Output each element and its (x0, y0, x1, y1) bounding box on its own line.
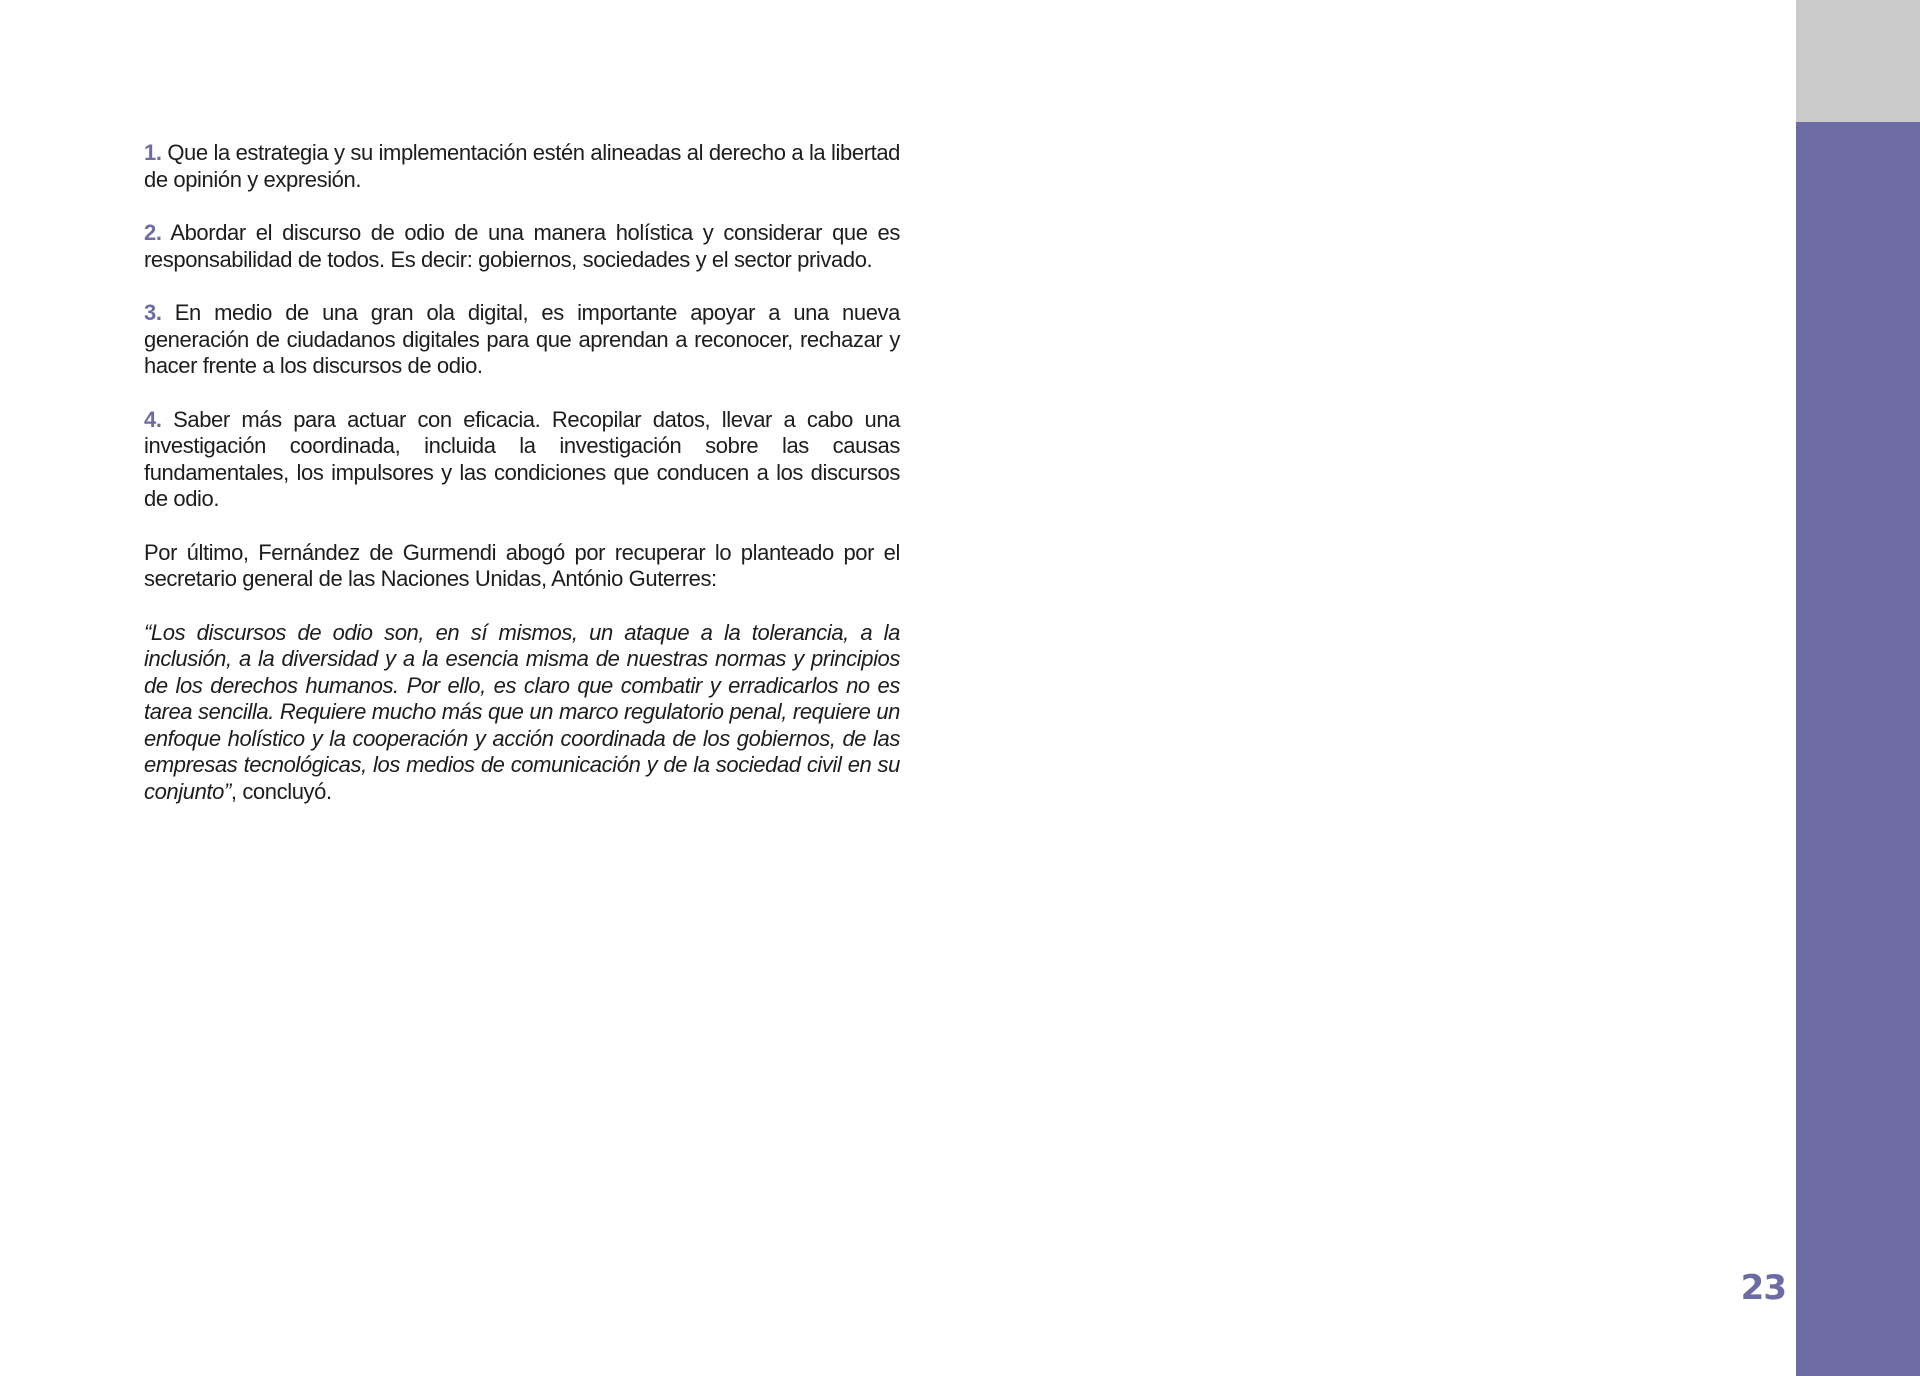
list-item-number: 1. (144, 140, 162, 165)
closing-paragraph: Por último, Fernández de Gurmendi abogó por recuperar lo planteado por el secretario general de las Naciones Unidas, António Guterres: (144, 539, 900, 591)
quote-paragraph (144, 620, 900, 806)
quote-attribution: , concluyó. (230, 778, 332, 804)
list-item (144, 407, 900, 513)
list-item (144, 220, 900, 273)
list-item-text: Que la estrategia y su implementación estén alineadas al derecho a la libertad de opinión y expresión. (144, 140, 900, 192)
side-band-top-block (1796, 0, 1920, 122)
list-item-text: Saber más para actuar con eficacia. Recopilar datos, llevar a cabo una investigación coordinada, incluida la investigación sobre las causas fundamentales, los impulsores y las condiciones que conducen a los discursos de odio. (144, 406, 900, 511)
list-item-text: En medio de una gran ola digital, es importante apoyar a una nueva generación de ciudadanos digitales para que aprendan a reconocer, rechazar y hacer frente a los discursos de odio. (144, 300, 900, 378)
list-item-text: Abordar el discurso de odio de una manera holística y considerar que es responsabilidad de todos. Es decir: gobiernos, sociedades y el sector privado. (144, 220, 900, 272)
guterres-quote: “Los discursos de odio son, en sí mismos, un ataque a la tolerancia, a la inclusión, a la diversidad y a la esencia misma de nuestras normas y principios de los derechos humanos. Por ello, es claro que combatir y erradicarlos no es tarea sencilla. Requiere mucho más que un marco regulatorio penal, requiere un enfoque holístico y la cooperación y acción coordinada de los gobiernos, de las empresas tecnológicas, los medios de comunicación y de la sociedad civil en su conjunto” (144, 619, 900, 804)
list-item-number: 3. (144, 300, 162, 325)
list-item-number: 2. (144, 220, 162, 245)
list-item (144, 300, 900, 380)
list-item-number: 4. (144, 406, 162, 432)
list-item (144, 140, 900, 193)
page-number: 23 (1740, 1268, 1786, 1308)
text-column (144, 140, 900, 832)
side-color-band (1796, 0, 1920, 1376)
